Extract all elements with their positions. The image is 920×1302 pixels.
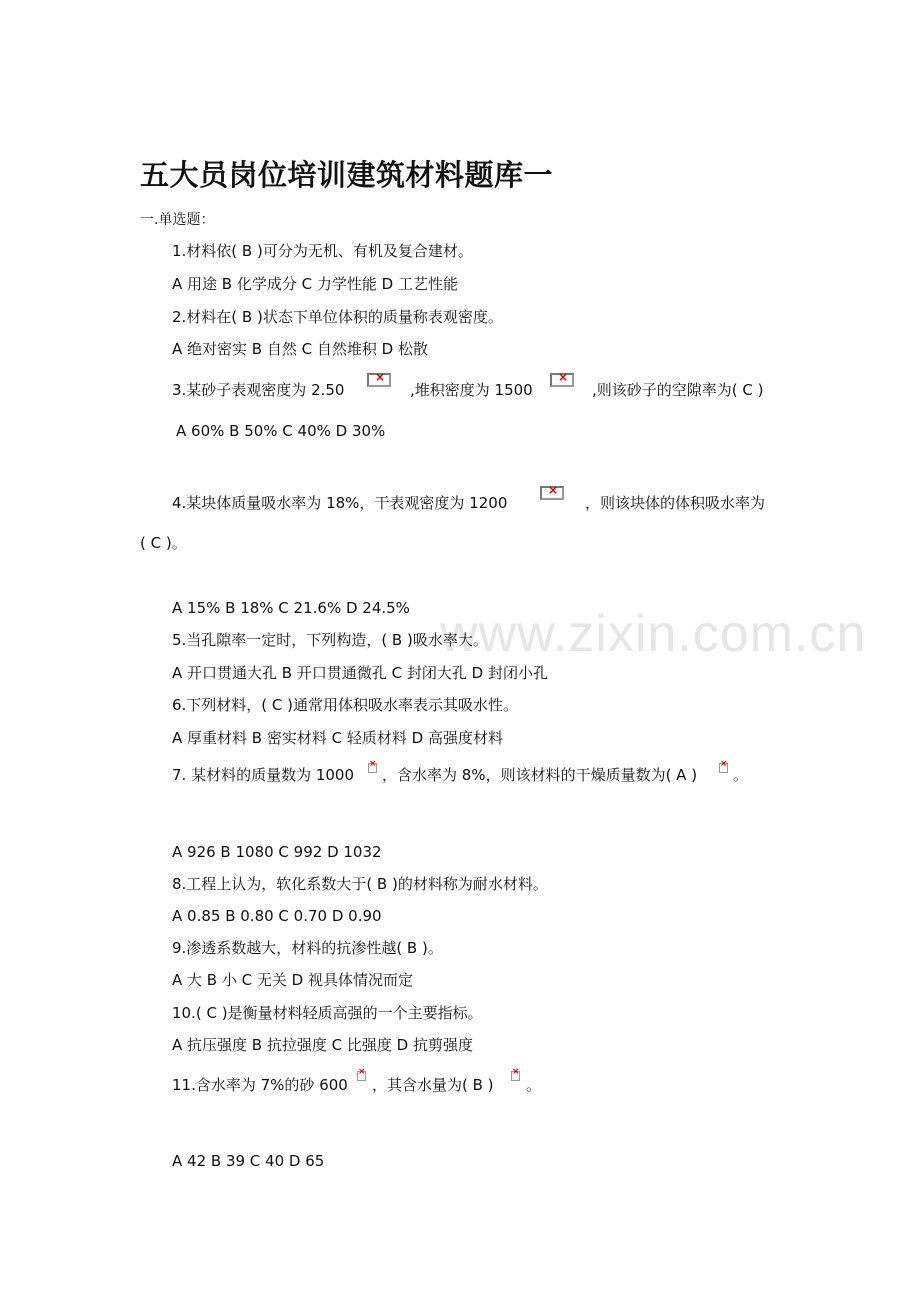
question-4-part-c: ( C )。 (140, 534, 187, 552)
question-7-options: A 926 B 1080 C 992 D 1032 (172, 843, 382, 861)
question-6-options: A 厚重材料 B 密实材料 C 轻质材料 D 高强度材料 (172, 729, 503, 747)
watermark: www.zixin.com.cn (440, 605, 867, 663)
broken-image-icon (719, 763, 728, 773)
question-10: 10.( C )是衡量材料轻质高强的一个主要指标。 (172, 1004, 483, 1022)
question-8: 8.工程上认为，软化系数大于( B )的材料称为耐水材料。 (172, 875, 548, 893)
question-4-options: A 15% B 18% C 21.6% D 24.5% (172, 599, 410, 617)
question-11-part-c: 。 (526, 1076, 542, 1094)
question-3-part-a: 3.某砂子表观密度为 2.50 (172, 381, 345, 399)
question-4-part-a: 4.某块体质量吸水率为 18%，干表观密度为 1200 (172, 494, 508, 512)
question-11-part-a: 11.含水率为 7%的砂 600 (172, 1076, 348, 1094)
question-1-options: A 用途 B 化学成分 C 力学性能 D 工艺性能 (172, 275, 458, 293)
broken-image-icon (367, 373, 391, 387)
question-11-options: A 42 B 39 C 40 D 65 (172, 1152, 325, 1170)
question-3-part-b: ,堆积密度为 1500 (410, 381, 533, 399)
broken-image-icon (511, 1071, 520, 1081)
question-9-options: A 大 B 小 C 无关 D 视具体情况而定 (172, 971, 413, 989)
broken-image-icon (540, 486, 564, 500)
question-4-part-b: ，则该块体的体积吸水率为 (585, 494, 766, 512)
broken-image-icon (550, 373, 574, 387)
question-7-part-b: ，含水率为 8%，则该材料的干燥质量数为( A ) (382, 766, 698, 784)
question-1: 1.材料依( B )可分为无机、有机及复合建材。 (172, 242, 473, 260)
question-7-part-c: 。 (733, 766, 749, 784)
question-7-part-a: 7. 某材料的质量数为 1000 (172, 766, 355, 784)
question-5: 5.当孔隙率一定时，下列构造，( B )吸水率大。 (172, 631, 488, 649)
question-8-options: A 0.85 B 0.80 C 0.70 D 0.90 (172, 907, 382, 925)
question-3-options: A 60% B 50% C 40% D 30% (176, 422, 386, 440)
question-2: 2.材料在( B )状态下单位体积的质量称表观密度。 (172, 308, 503, 326)
question-11-part-b: ，其含水量为( B ) (372, 1076, 494, 1094)
document-title: 五大员岗位培训建筑材料题库一 (140, 158, 554, 192)
question-2-options: A 绝对密实 B 自然 C 自然堆积 D 松散 (172, 340, 428, 358)
question-5-options: A 开口贯通大孔 B 开口贯通微孔 C 封闭大孔 D 封闭小孔 (172, 664, 548, 682)
question-9: 9.渗透系数越大，材料的抗渗性越( B )。 (172, 939, 443, 957)
question-10-options: A 抗压强度 B 抗拉强度 C 比强度 D 抗剪强度 (172, 1036, 473, 1054)
question-3-part-c: ,则该砂子的空隙率为( C ) (592, 381, 764, 399)
broken-image-icon (357, 1071, 366, 1081)
section-heading: 一.单选题： (140, 212, 215, 228)
broken-image-icon (368, 763, 377, 773)
question-6: 6.下列材料，( C )通常用体积吸水率表示其吸水性。 (172, 696, 519, 714)
